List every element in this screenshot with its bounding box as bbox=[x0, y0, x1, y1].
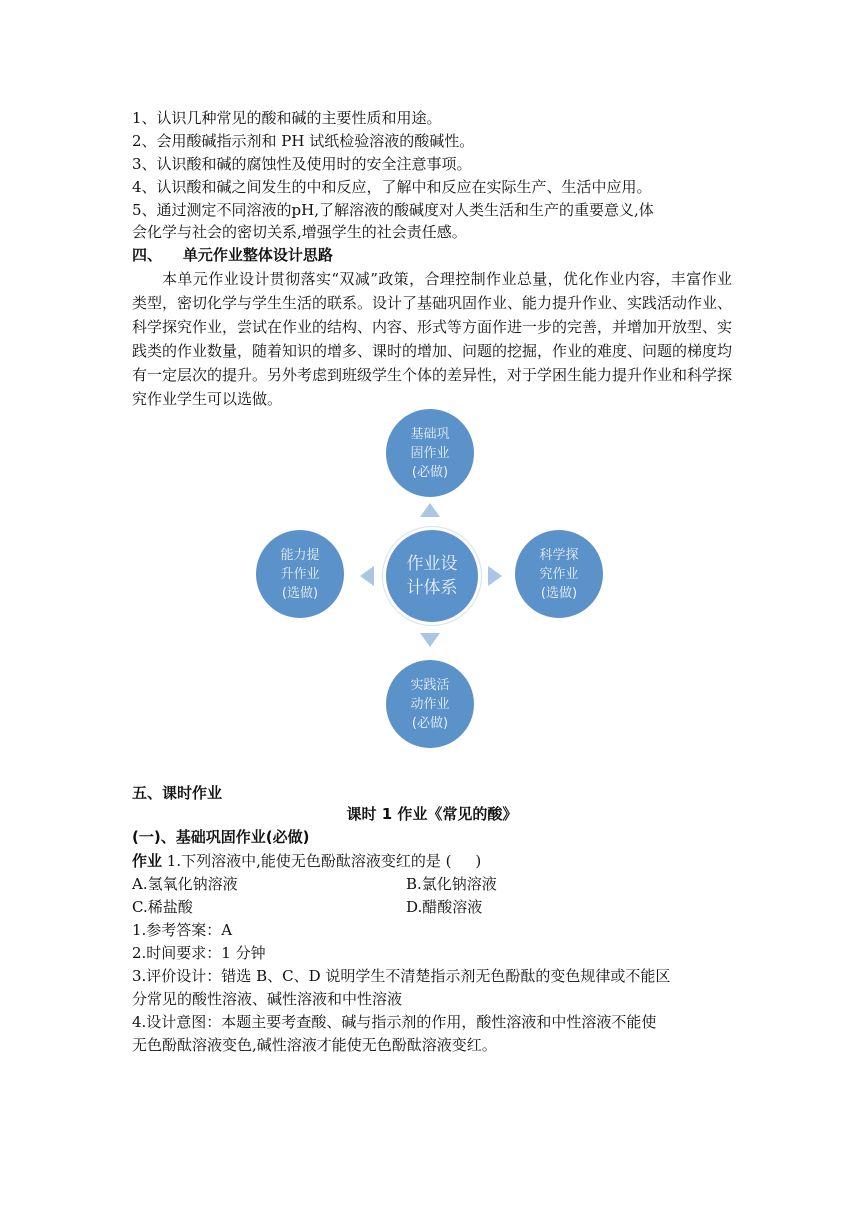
diagram-node-center bbox=[383, 527, 481, 625]
diagram-node-bottom-label: 实践活 动作业 (必做) bbox=[410, 677, 450, 731]
diagram-node-right-label: 科学探 究作业 (选做) bbox=[539, 547, 579, 601]
diagram-node-center-label: 作业设 计体系 bbox=[406, 554, 458, 598]
question-text: 1.下列溶液中,能使无色酚酞溶液变红的是 ( ) bbox=[162, 852, 482, 870]
objective-line: 会化学与社会的密切关系,增强学生的社会责任感。 bbox=[132, 223, 467, 241]
arrow-down-icon bbox=[420, 633, 440, 647]
section-5-heading: 五、课时作业 bbox=[132, 784, 223, 802]
arrow-up-icon bbox=[420, 503, 440, 517]
section-4-heading: 四、 单元作业整体设计思路 bbox=[132, 246, 333, 264]
objective-line: 3、认识酸和碱的腐蚀性及使用时的安全注意事项。 bbox=[132, 155, 472, 173]
intent-line: 4.设计意图：本题主要考查酸、碱与指示剂的作用，酸性溶液和中性溶液不能使 bbox=[132, 1013, 657, 1031]
option-d: D.醋酸溶液 bbox=[406, 898, 483, 916]
objective-line: 4、认识酸和碱之间发生的中和反应，了解中和反应在实际生产、生活中应用。 bbox=[132, 178, 652, 196]
design-paragraph: 本单元作业设计贯彻落实“双减”政策，合理控制作业总量，优化作业内容，丰富作业类型，密切化学与学生生活的联系。设计了基础巩固作业、能力提升作业、实践活动作业、科学探究作业，尝试在作业的结构、内容、形式等方面作进一步的完善，并增加开放型、实践类的作业数量，随着知识的增多、课时的增加、问题的挖掘，作业的难度、问题的梯度均有一定层次的提升。另外考虑到班级学生个体的差异性，对于学困生能力提升作业和科学探究作业学生可以选做。 bbox=[132, 270, 733, 408]
time-line: 2.时间要求：1 分钟 bbox=[132, 944, 266, 962]
evaluation-line: 分常见的酸性溶液、碱性溶液和中性溶液 bbox=[132, 990, 403, 1008]
diagram-node-top-label: 基础巩 固作业 (必做) bbox=[410, 426, 450, 480]
answer-line: 1.参考答案：A bbox=[132, 921, 233, 939]
arrow-right-icon bbox=[488, 566, 502, 586]
option-a: A.氢氧化钠溶液 bbox=[132, 875, 238, 893]
question-1 bbox=[132, 850, 481, 872]
arrow-left-icon bbox=[360, 566, 374, 586]
objective-line: 1、认识几种常见的酸和碱的主要性质和用途。 bbox=[132, 109, 442, 127]
sub-heading: (一)、基础巩固作业(必做) bbox=[132, 828, 310, 846]
lesson-title: 课时 1 作业《常见的酸》 bbox=[346, 805, 518, 823]
diagram-node-top bbox=[386, 409, 474, 497]
option-c: C.稀盐酸 bbox=[132, 898, 193, 916]
objective-line: 2、会用酸碱指示剂和 PH 试纸检验溶液的酸碱性。 bbox=[132, 132, 475, 150]
objective-line: 5、通过测定不同溶液的pH,了解溶液的酸碱度对人类生活和生产的重要意义,体 bbox=[132, 201, 654, 219]
intent-line: 无色酚酞溶液变色,碱性溶液才能使无色酚酞溶液变红。 bbox=[132, 1036, 497, 1054]
question-prefix: 作业 bbox=[132, 852, 163, 870]
diagram-node-left bbox=[256, 530, 344, 618]
diagram-node-bottom bbox=[386, 660, 474, 748]
diagram-node-right bbox=[515, 530, 603, 618]
option-b: B.氯化钠溶液 bbox=[406, 875, 497, 893]
evaluation-line: 3.评价设计：错选 B、C、D 说明学生不清楚指示剂无色酚酞的变色规律或不能区 bbox=[132, 967, 671, 985]
diagram-node-left-label: 能力提 升作业 (选做) bbox=[280, 547, 320, 601]
